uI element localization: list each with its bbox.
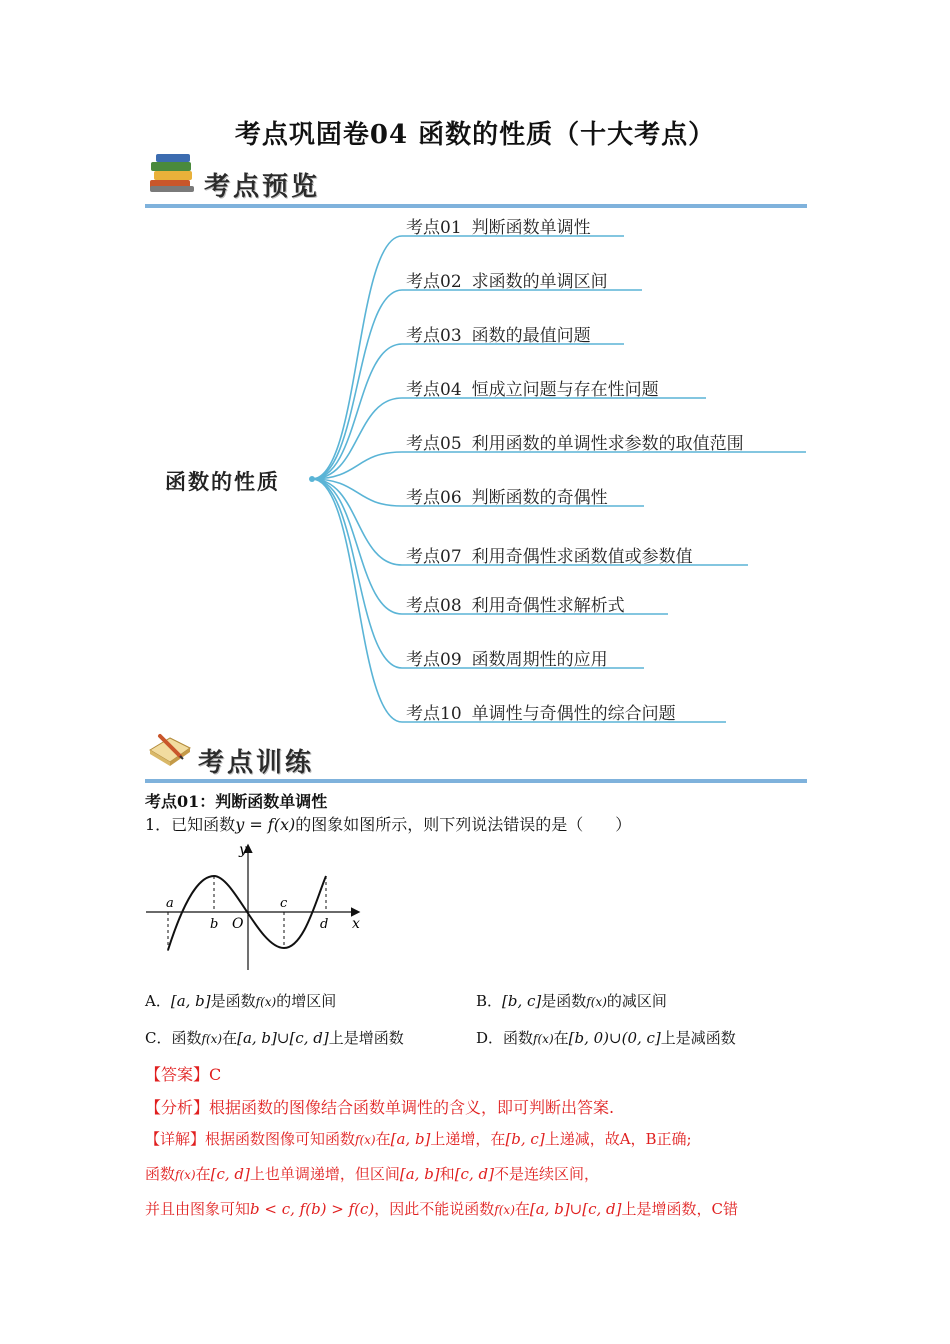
- analysis: 【分析】根据函数的图像结合函数单调性的含义，即可判断出答案.: [145, 1098, 615, 1117]
- topic-09: 考点09 函数周期性的应用: [406, 650, 608, 670]
- topic-05: 考点05 利用函数的单调性求参数的取值范围: [406, 434, 744, 454]
- divider: [145, 779, 807, 783]
- detail-line-3: 并且由图象可知b < c, f(b) > f(c)，因此不能说函数f(x)在[a, b]∪[c, d]上是增函数，C错: [145, 1200, 738, 1218]
- question-1: 1．已知函数y = f(x)的图象如图所示，则下列说法错误的是（ ）: [145, 815, 632, 834]
- option-c[interactable]: C．函数f(x)在[a, b]∪[c, d]上是增函数: [145, 1029, 404, 1047]
- mind-map-root: 函数的性质: [165, 470, 280, 494]
- answer: 【答案】C: [145, 1065, 222, 1084]
- option-b[interactable]: B．[b, c]是函数f(x)的减区间: [476, 992, 667, 1010]
- topic-08: 考点08 利用奇偶性求解析式: [406, 596, 625, 616]
- svg-text:b: b: [210, 917, 219, 932]
- detail-line-1: 【详解】根据函数图像可知函数f(x)在[a, b]上递增，在[b, c]上递减，故A，B正确;: [145, 1130, 692, 1148]
- topic-04: 考点04 恒成立问题与存在性问题: [406, 380, 659, 400]
- branch-line-01: [312, 236, 402, 479]
- detail-line-2: 函数f(x)在[c, d]上也单调递增，但区间[a, b]和[c, d]不是连续区间，: [145, 1165, 599, 1183]
- topic-02: 考点02 求函数的单调区间: [406, 272, 608, 292]
- preview-heading: 考点预览: [204, 172, 321, 202]
- svg-text:c: c: [280, 896, 288, 911]
- svg-text:O: O: [232, 916, 244, 932]
- option-a[interactable]: A．[a, b]是函数f(x)的增区间: [145, 992, 337, 1010]
- svg-text:d: d: [320, 917, 329, 932]
- branch-line-09: [312, 479, 402, 668]
- notebook-pen-icon: [146, 728, 194, 772]
- topic-10: 考点10 单调性与奇偶性的综合问题: [406, 704, 676, 724]
- topic-07: 考点07 利用奇偶性求函数值或参数值: [406, 547, 693, 567]
- svg-text:a: a: [166, 896, 174, 911]
- training-heading: 考点训练: [198, 748, 315, 778]
- svg-text:y: y: [239, 842, 247, 858]
- topic-06: 考点06 判断函数的奇偶性: [406, 488, 608, 508]
- branch-line-02: [312, 290, 402, 479]
- branch-line-08: [312, 479, 402, 614]
- function-graph: [144, 840, 370, 972]
- curve: [168, 876, 329, 950]
- topic-03: 考点03 函数的最值问题: [406, 326, 591, 346]
- topic-label: 考点01：判断函数单调性: [145, 792, 328, 811]
- topic-01: 考点01 判断函数单调性: [406, 218, 591, 238]
- page-title: 考点巩固卷04 函数的性质（十大考点）: [234, 120, 716, 150]
- branch-line-10: [312, 479, 402, 722]
- branch-line-03: [312, 344, 402, 479]
- option-d[interactable]: D．函数f(x)在[b, 0)∪(0, c]上是减函数: [476, 1029, 736, 1047]
- svg-text:x: x: [352, 916, 360, 932]
